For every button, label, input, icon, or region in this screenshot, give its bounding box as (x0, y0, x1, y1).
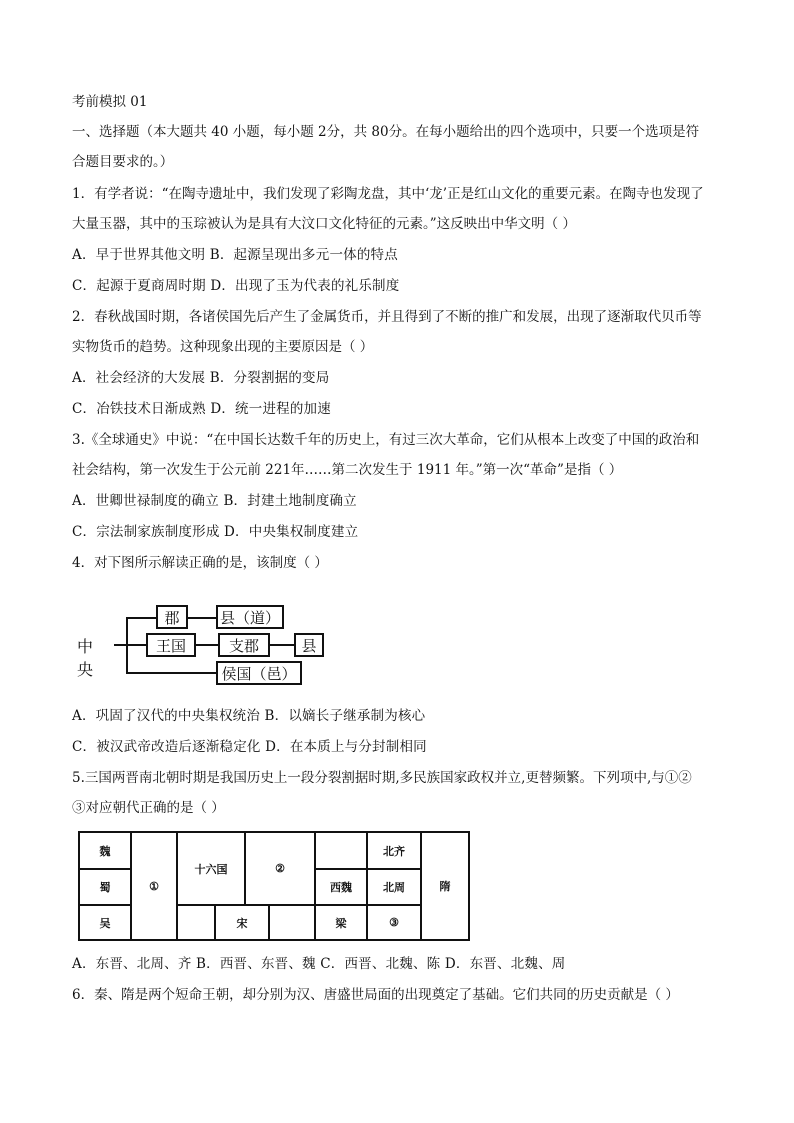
q4-options-ab: A．巩固了汉代的中央集权统治 B．以嫡长子继承制为核心 (72, 708, 426, 724)
cell-sui: 隋 (421, 832, 469, 940)
cell-song: 宋 (215, 905, 269, 940)
box-xian-dao: 县（道） (216, 605, 284, 629)
q2-stem-line2: 实物货币的趋势。这种现象出现的主要原因是（ ） (72, 339, 374, 355)
cell-wu: 吴 (79, 905, 131, 940)
cell-beizhou: 北周 (367, 869, 421, 905)
connector (126, 617, 156, 619)
q4-options-cd: C．被汉武帝改造后逐渐稳定化 D．在本质上与分封制相同 (72, 739, 427, 755)
connector (188, 617, 216, 619)
cell-shu: 蜀 (79, 869, 131, 905)
connector (270, 644, 294, 646)
cell-blank-3: ③ (367, 905, 421, 940)
q2-stem-line1: 2．春秋战国时期，各诸侯国先后产生了金属货币，并且得到了不断的推广和发展，出现了逐渐取代贝币等 (72, 309, 702, 325)
cell-xiwei: 西魏 (315, 869, 367, 905)
cell-blank-1: ① (131, 832, 177, 940)
box-xian: 县 (294, 633, 324, 657)
q1-options-cd: C．起源于夏商周时期 D．出现了玉为代表的礼乐制度 (72, 278, 400, 294)
cell-empty (177, 905, 215, 940)
q2-options-cd: C．冶铁技术日渐成熟 D．统一进程的加速 (72, 401, 331, 417)
q5-options: A．东晋、北周、齐 B．西晋、东晋、魏 C．西晋、北魏、陈 D．东晋、北魏、周 (72, 956, 566, 972)
cell-wei: 魏 (79, 832, 131, 869)
section-instructions-line2: 合题目要求的。） (72, 154, 174, 170)
q3-stem-line1: 3.《全球通史》中说：“在中国长达数千年的历史上，有过三次大革命，它们从根本上改变了中国的政治和 (72, 432, 700, 448)
q3-options-cd: C．宗法制家族制度形成 D．中央集权制度建立 (72, 524, 359, 540)
connector (126, 644, 146, 646)
q4-stem: 4．对下图所示解读正确的是，该制度（ ） (72, 555, 328, 571)
q5-stem-line2: ③对应朝代正确的是（ ） (72, 800, 225, 816)
box-jun: 郡 (156, 605, 188, 629)
q5-stem-line1: 5.三国两晋南北朝时期是我国历史上一段分裂割据时期,多民族国家政权并立,更替频繁。下列项中,与①② (72, 770, 692, 786)
section-instructions-line1: 一、选择题（本大题共 40 小题，每小题 2分，共 80分。在每小题给出的四个选项中，只要一个选项是符 (72, 124, 700, 140)
cell-empty (315, 832, 367, 869)
connector (196, 644, 218, 646)
cell-shiliuguo: 十六国 (177, 832, 245, 905)
cell-empty (269, 905, 315, 940)
q2-options-ab: A．社会经济的大发展 B．分裂割据的变局 (72, 370, 330, 386)
diagram-center-label: 中央 (77, 637, 94, 679)
q3-options-ab: A．世卿世禄制度的确立 B．封建土地制度确立 (72, 493, 357, 509)
dynasty-table (78, 831, 470, 941)
q6-stem: 6．秦、隋是两个短命王朝，却分别为汉、唐盛世局面的出现奠定了基础。它们共同的历史贡献是（ ） (72, 987, 679, 1003)
box-zhijun: 支郡 (218, 633, 270, 657)
cell-liang: 梁 (315, 905, 367, 940)
box-wangguo: 王国 (146, 633, 196, 657)
connector (114, 644, 126, 646)
q1-options-ab: A．早于世界其他文明 B．起源呈现出多元一体的特点 (72, 247, 398, 263)
cell-blank-2: ② (245, 832, 315, 905)
q1-stem-line2: 大量玉器，其中的玉琮被认为是具有大汶口文化特征的元素。”这反映出中华文明（ ） (72, 216, 576, 232)
cell-beiqi: 北齐 (367, 832, 421, 869)
box-houguo: 侯国（邑） (216, 661, 302, 685)
page-title: 考前模拟 01 (72, 94, 148, 110)
q3-stem-line2: 社会结构，第一次发生于公元前 221年……第二次发生于 1911 年。”第一次“革命”是指（ ） (72, 462, 623, 478)
q1-stem-line1: 1．有学者说：“在陶寺遗址中，我们发现了彩陶龙盘，其中‘龙’正是红山文化的重要元素。在陶寺也发现了 (72, 186, 704, 202)
connector (126, 672, 216, 674)
